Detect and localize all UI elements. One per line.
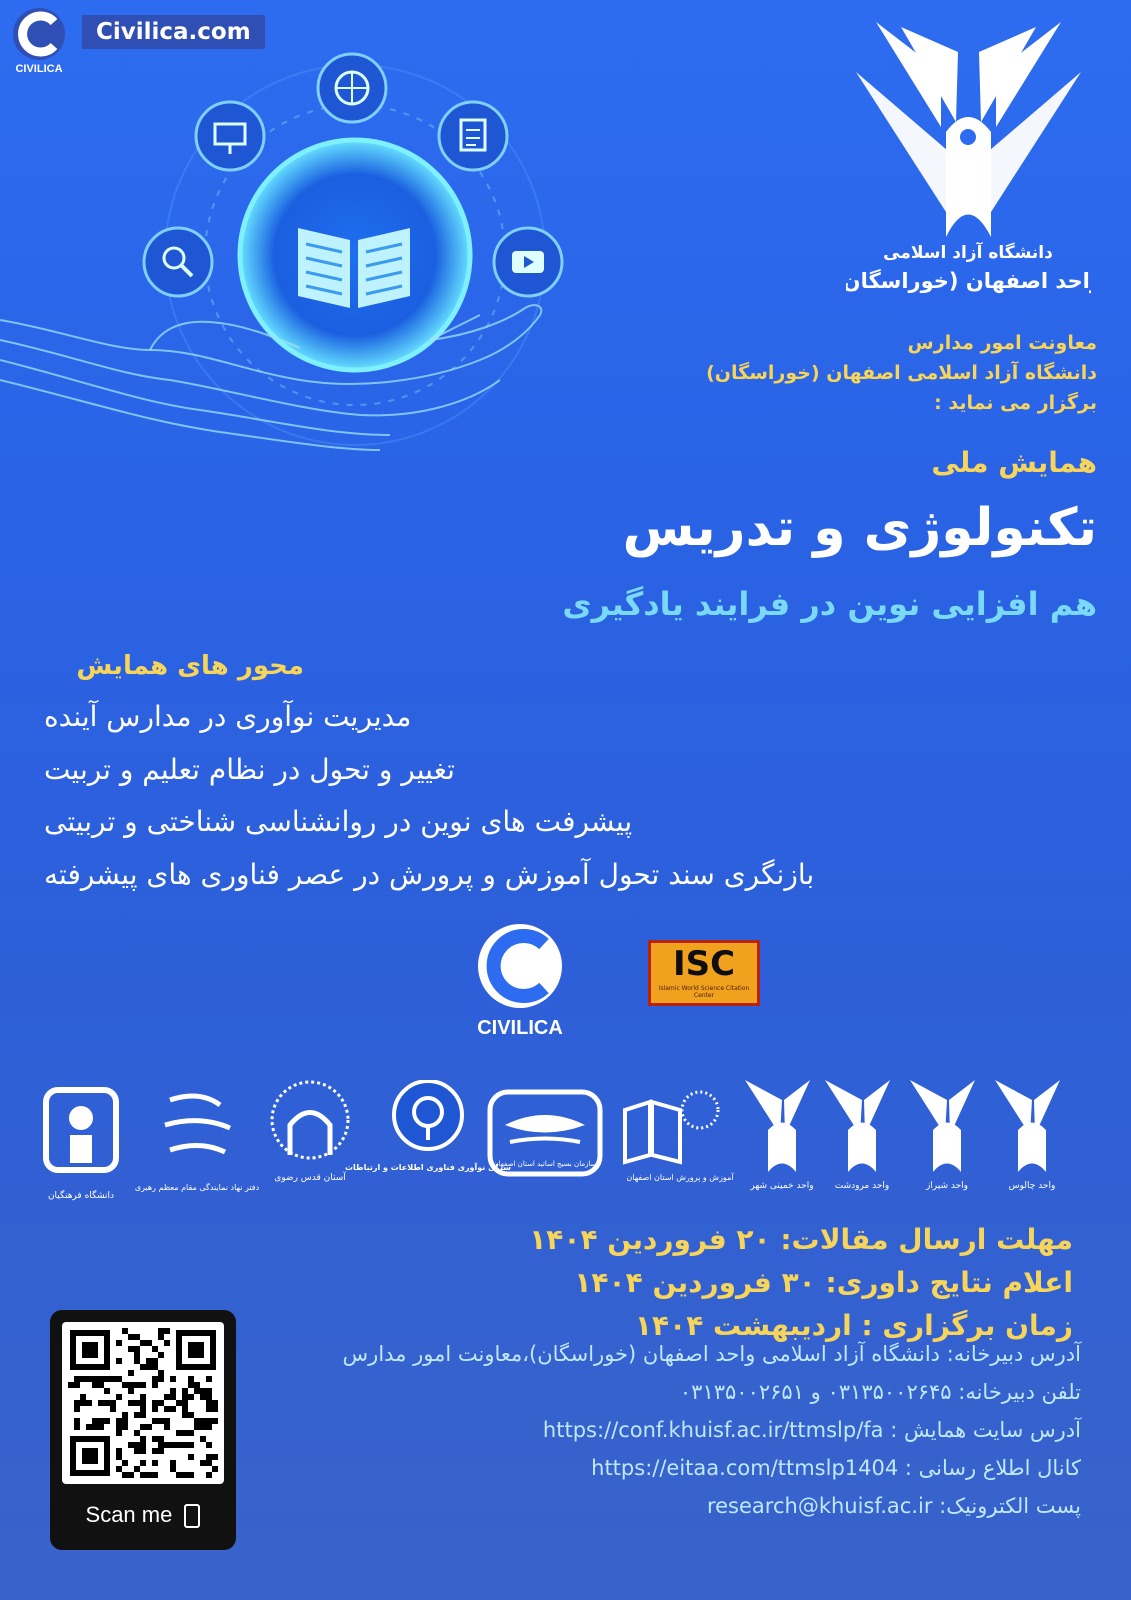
qr-module xyxy=(188,1376,194,1382)
qr-module xyxy=(212,1400,218,1406)
deadline-review: اعلام نتایج داوری: ۳۰ فروردین ۱۴۰۴ xyxy=(574,1266,1073,1299)
sponsor-caption: دانشگاه فرهنگیان xyxy=(47,1191,115,1201)
qr-module xyxy=(116,1358,122,1364)
secretariat-phone: تلفن دبیرخانه: ۰۳۱۳۵۰۰۲۶۴۵ و ۰۳۱۳۵۰۰۲۶۵۱ xyxy=(679,1380,1081,1404)
qr-module xyxy=(74,1400,80,1406)
emblem-line2: واحد اصفهان (خوراسگان) xyxy=(846,269,1091,293)
qr-module xyxy=(158,1436,164,1442)
axis-item-text: بازنگری سند تحول آموزش و پرورش در عصر فناوری های پیشرفته xyxy=(44,858,815,891)
qr-module xyxy=(188,1412,194,1418)
qr-module xyxy=(140,1394,146,1400)
qr-module xyxy=(110,1400,116,1406)
email-label: پست الکترونیک: xyxy=(939,1494,1081,1518)
qr-module xyxy=(170,1394,176,1400)
qr-module xyxy=(182,1394,188,1400)
qr-module xyxy=(92,1376,98,1382)
qr-module xyxy=(74,1376,80,1382)
qr-module xyxy=(152,1472,158,1478)
sponsor-caption: واحد شیراز xyxy=(925,1181,969,1191)
qr-module xyxy=(134,1334,140,1340)
qr-module xyxy=(170,1376,176,1382)
qr-module xyxy=(152,1376,158,1382)
qr-module xyxy=(164,1406,170,1412)
qr-module xyxy=(98,1376,104,1382)
qr-module xyxy=(74,1424,80,1430)
organizer-line: دانشگاه آزاد اسلامی اصفهان (خوراسگان) xyxy=(706,362,1097,384)
qr-module xyxy=(116,1430,122,1436)
qr-module xyxy=(80,1394,86,1400)
qr-code-image xyxy=(62,1322,224,1484)
qr-module xyxy=(140,1412,146,1418)
qr-module xyxy=(206,1442,212,1448)
qr-module xyxy=(74,1382,80,1388)
qr-module xyxy=(104,1418,110,1424)
qr-module xyxy=(128,1370,134,1376)
qr-module xyxy=(152,1400,158,1406)
qr-module xyxy=(140,1442,146,1448)
qr-module xyxy=(176,1442,182,1448)
qr-module xyxy=(164,1340,170,1346)
axes-title: محور های همایش xyxy=(76,651,304,681)
qr-module xyxy=(134,1466,140,1472)
qr-module xyxy=(140,1424,146,1430)
axis-item-text: تغییر و تحول در نظام تعلیم و تربیت xyxy=(44,753,455,786)
watermark-logo-text: CIVILICA xyxy=(15,63,63,74)
qr-module xyxy=(104,1400,110,1406)
qr-module xyxy=(134,1448,140,1454)
leader-office-logo xyxy=(135,1096,260,1192)
qr-module xyxy=(116,1454,122,1460)
qr-module xyxy=(206,1406,212,1412)
qr-module xyxy=(200,1436,206,1442)
qr-module xyxy=(182,1406,188,1412)
email-link[interactable]: research@khuisf.ac.ir xyxy=(706,1494,933,1518)
isc-logo-text: ISC xyxy=(672,944,736,984)
organizer-line: برگزار می نماید : xyxy=(934,392,1097,414)
qr-module xyxy=(98,1400,104,1406)
qr-module xyxy=(140,1436,146,1442)
qr-module xyxy=(164,1418,170,1424)
qr-module xyxy=(194,1424,200,1430)
qr-module xyxy=(212,1418,218,1424)
qr-module xyxy=(182,1442,188,1448)
qr-module xyxy=(86,1400,92,1406)
qr-module xyxy=(128,1334,134,1340)
qr-module xyxy=(86,1376,92,1382)
qr-module xyxy=(188,1394,194,1400)
email-row xyxy=(231,1494,1081,1518)
isc-logo xyxy=(648,940,760,1006)
qr-module xyxy=(158,1448,164,1454)
organizer-block xyxy=(537,328,1097,418)
qr-module xyxy=(86,1424,92,1430)
qr-module xyxy=(116,1394,122,1400)
qr-module xyxy=(182,1388,188,1394)
qr-module xyxy=(68,1382,74,1388)
qr-module xyxy=(200,1418,206,1424)
qr-module xyxy=(104,1388,110,1394)
qr-module xyxy=(170,1406,176,1412)
event-date: زمان برگزاری : اردیبهشت ۱۴۰۴ xyxy=(634,1309,1073,1342)
qr-module xyxy=(152,1358,158,1364)
scan-me-text: Scan me xyxy=(85,1502,173,1527)
qr-module xyxy=(146,1472,152,1478)
qr-module xyxy=(200,1460,206,1466)
axis-item xyxy=(44,700,944,733)
civilica-logo-text: CIVILICA xyxy=(477,1017,563,1039)
sponsor-caption: سرای نوآوری فناوری اطلاعات و ارتباطات xyxy=(345,1163,511,1172)
qr-module xyxy=(140,1400,146,1406)
qr-module xyxy=(158,1400,164,1406)
qr-module xyxy=(194,1388,200,1394)
qr-module xyxy=(206,1424,212,1430)
isc-logo-subtext: Islamic World Science Citation Center xyxy=(658,985,750,999)
qr-module xyxy=(122,1460,128,1466)
video-play-icon xyxy=(494,228,562,296)
qr-module xyxy=(128,1400,134,1406)
qr-module xyxy=(134,1412,140,1418)
secretariat-address: آدرس دبیرخانه: دانشگاه آزاد اسلامی واحد اصفهان (خوراسگان)،معاونت امور مدارس xyxy=(342,1342,1081,1366)
qr-module xyxy=(116,1466,122,1472)
qr-module xyxy=(158,1370,164,1376)
qr-module xyxy=(152,1406,158,1412)
azad-unit-logo xyxy=(825,1080,890,1191)
ict-house-logo xyxy=(345,1081,511,1172)
search-icon xyxy=(144,228,212,296)
scan-me-label xyxy=(50,1502,236,1528)
qr-module xyxy=(116,1376,122,1382)
qr-module xyxy=(200,1394,206,1400)
qr-module xyxy=(134,1382,140,1388)
qr-module xyxy=(116,1448,122,1454)
axis-item-text: پیشرفت های نوین در روانشناسی شناختی و تربیتی xyxy=(44,805,633,838)
astan-quds-logo xyxy=(272,1082,348,1183)
azad-unit-logo xyxy=(995,1080,1060,1191)
event-subtitle: هم افزایی نوین در فرایند یادگیری xyxy=(562,585,1097,623)
qr-module xyxy=(152,1346,158,1352)
sponsor-caption: واحد مرودشت xyxy=(834,1181,890,1191)
qr-module xyxy=(146,1358,152,1364)
qr-module xyxy=(182,1430,188,1436)
qr-module xyxy=(74,1406,80,1412)
qr-module xyxy=(206,1376,212,1382)
qr-module xyxy=(206,1400,212,1406)
qr-module xyxy=(134,1430,140,1436)
qr-module xyxy=(140,1340,146,1346)
watermark-text: Civilica.com xyxy=(82,15,265,49)
qr-module xyxy=(158,1442,164,1448)
qr-module xyxy=(92,1382,98,1388)
qr-module xyxy=(164,1424,170,1430)
globe-icon xyxy=(318,54,386,122)
qr-module xyxy=(200,1388,206,1394)
qr-module xyxy=(176,1472,182,1478)
axis-item-text: مدیریت نوآوری در مدارس آینده xyxy=(44,700,412,733)
qr-module xyxy=(206,1388,212,1394)
qr-module xyxy=(98,1418,104,1424)
sponsor-caption: واحد چالوس xyxy=(1008,1181,1056,1191)
qr-module xyxy=(98,1424,104,1430)
qr-module xyxy=(152,1460,158,1466)
qr-module xyxy=(134,1400,140,1406)
qr-code[interactable] xyxy=(50,1310,236,1550)
qr-module xyxy=(212,1406,218,1412)
qr-module xyxy=(158,1418,164,1424)
hero-illustration xyxy=(0,30,620,460)
qr-module xyxy=(152,1382,158,1388)
event-kicker: همایش ملی xyxy=(931,446,1097,479)
qr-module xyxy=(134,1352,140,1358)
qr-module xyxy=(212,1466,218,1472)
basij-logo xyxy=(490,1092,600,1174)
qr-module xyxy=(170,1388,176,1394)
qr-module xyxy=(158,1376,164,1382)
qr-module xyxy=(128,1388,134,1394)
qr-module xyxy=(92,1418,98,1424)
qr-module xyxy=(188,1430,194,1436)
qr-module xyxy=(158,1334,164,1340)
qr-module xyxy=(170,1466,176,1472)
sponsor-caption: آستان قدس رضوی xyxy=(274,1173,346,1183)
qr-module xyxy=(110,1406,116,1412)
phone-icon xyxy=(184,1504,200,1528)
qr-module xyxy=(140,1406,146,1412)
qr-module xyxy=(80,1376,86,1382)
event-title: تکنولوژی و تدریس xyxy=(622,498,1097,558)
qr-module xyxy=(206,1460,212,1466)
qr-module xyxy=(146,1340,152,1346)
website-link[interactable]: https://conf.khuisf.ac.ir/ttmslp/fa xyxy=(542,1418,884,1442)
website-label: آدرس سایت همایش : xyxy=(890,1418,1081,1442)
qr-module xyxy=(140,1448,146,1454)
civilica-logo xyxy=(460,920,580,1040)
education-isfahan-logo xyxy=(625,1092,734,1182)
qr-module xyxy=(140,1460,146,1466)
qr-module xyxy=(188,1382,194,1388)
qr-module xyxy=(140,1472,146,1478)
qr-module xyxy=(158,1352,164,1358)
emblem-line1: دانشگاه آزاد اسلامی xyxy=(883,243,1053,263)
qr-module xyxy=(188,1472,194,1478)
qr-module xyxy=(80,1400,86,1406)
qr-module xyxy=(182,1472,188,1478)
sponsor-caption: سازمان بسیج اساتید استان اصفهان xyxy=(493,1160,597,1168)
qr-module xyxy=(146,1424,152,1430)
channel-row xyxy=(231,1456,1081,1480)
qr-module xyxy=(128,1442,134,1448)
qr-module xyxy=(206,1472,212,1478)
presentation-board-icon xyxy=(196,102,264,170)
qr-module xyxy=(128,1382,134,1388)
qr-module xyxy=(122,1424,128,1430)
qr-module xyxy=(152,1364,158,1370)
qr-module xyxy=(170,1460,176,1466)
qr-module xyxy=(98,1382,104,1388)
qr-module xyxy=(206,1418,212,1424)
sponsor-caption: دفتر نهاد نمایندگی مقام معظم رهبری xyxy=(134,1183,260,1192)
qr-module xyxy=(122,1382,128,1388)
qr-module xyxy=(122,1412,128,1418)
qr-module xyxy=(134,1442,140,1448)
qr-module xyxy=(116,1418,122,1424)
qr-module xyxy=(212,1454,218,1460)
qr-module xyxy=(194,1382,200,1388)
azad-university-emblem xyxy=(846,12,1091,302)
qr-module xyxy=(128,1346,134,1352)
qr-module xyxy=(170,1442,176,1448)
clipboard-icon xyxy=(439,102,507,170)
qr-module xyxy=(104,1376,110,1382)
qr-module xyxy=(164,1442,170,1448)
sponsor-caption: واحد خمینی شهر xyxy=(750,1181,814,1191)
qr-module xyxy=(116,1340,122,1346)
qr-module xyxy=(182,1412,188,1418)
website-row xyxy=(231,1418,1081,1442)
qr-module xyxy=(92,1424,98,1430)
qr-module xyxy=(206,1454,212,1460)
qr-module xyxy=(122,1472,128,1478)
qr-module xyxy=(74,1418,80,1424)
qr-module xyxy=(182,1400,188,1406)
qr-module xyxy=(128,1472,134,1478)
qr-module xyxy=(176,1430,182,1436)
axis-item xyxy=(44,753,944,786)
sponsor-caption: آموزش و پرورش استان اصفهان xyxy=(626,1173,734,1182)
sponsor-logos xyxy=(40,1080,1100,1210)
qr-module xyxy=(152,1436,158,1442)
organizer-line: معاونت امور مدارس xyxy=(907,332,1097,354)
qr-module xyxy=(188,1454,194,1460)
qr-module xyxy=(206,1394,212,1400)
qr-module xyxy=(134,1358,140,1364)
qr-module xyxy=(140,1382,146,1388)
qr-module xyxy=(194,1418,200,1424)
qr-module xyxy=(134,1346,140,1352)
channel-label: کانال اطلاع رسانی : xyxy=(904,1456,1081,1480)
qr-module xyxy=(158,1328,164,1334)
axis-item xyxy=(44,805,944,838)
qr-module xyxy=(140,1364,146,1370)
farhangian-university-logo xyxy=(46,1090,116,1201)
qr-module xyxy=(122,1418,128,1424)
qr-module xyxy=(152,1448,158,1454)
qr-module xyxy=(110,1376,116,1382)
channel-link[interactable]: https://eitaa.com/ttmslp1404 xyxy=(591,1456,899,1480)
qr-module xyxy=(164,1328,170,1334)
qr-module xyxy=(164,1394,170,1400)
azad-unit-logo xyxy=(745,1080,814,1191)
qr-module xyxy=(122,1328,128,1334)
qr-module xyxy=(200,1424,206,1430)
qr-module xyxy=(116,1424,122,1430)
qr-module xyxy=(146,1364,152,1370)
qr-module xyxy=(176,1400,182,1406)
qr-module xyxy=(152,1418,158,1424)
deadline-submission: مهلت ارسال مقالات: ۲۰ فروردین ۱۴۰۴ xyxy=(529,1223,1073,1256)
axis-item xyxy=(44,858,944,891)
qr-module xyxy=(188,1442,194,1448)
azad-unit-logo xyxy=(910,1080,975,1191)
